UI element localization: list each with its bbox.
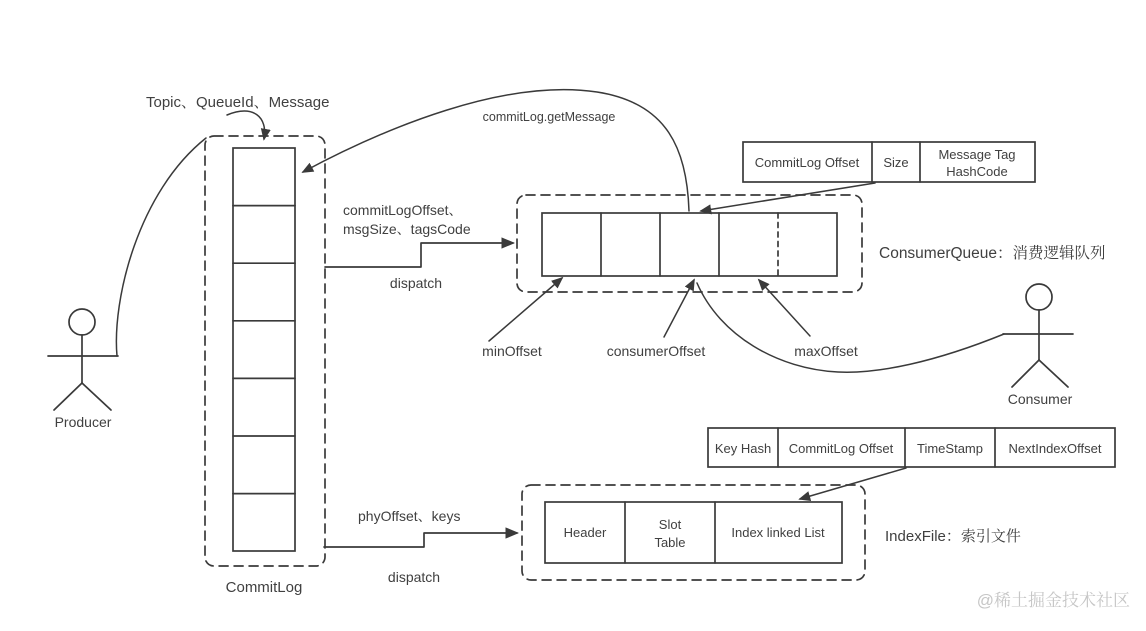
- producer-send-curve: [116, 138, 206, 356]
- cq-entry-col-tag-line2: HashCode: [946, 164, 1008, 179]
- max-offset-arrow: [759, 280, 810, 336]
- produce-arrow: [227, 111, 265, 139]
- if-entry-col-keyhash: Key Hash: [714, 441, 772, 456]
- cq-entry-col-commitlog-offset: CommitLog Offset: [754, 155, 860, 170]
- watermark-text: @稀土掘金技术社区: [976, 591, 1130, 610]
- consumer-left-leg: [1012, 360, 1039, 387]
- dispatch-indexfile-arrow: [324, 533, 517, 547]
- consumer-head-icon: [1026, 284, 1052, 310]
- indexfile-container: [522, 485, 1021, 580]
- consumerqueue-row: [542, 213, 837, 276]
- consumer-offset-arrow: [664, 280, 694, 337]
- commitlog-stack: [233, 148, 295, 551]
- consumerqueue-container: [517, 195, 1106, 292]
- consumerqueue-entry-table: [743, 142, 1035, 182]
- get-message-label: commitLog.getMessage: [482, 110, 616, 124]
- commitlog-container: [205, 136, 325, 596]
- cq-entry-col-tag-line1: Message Tag: [938, 147, 1016, 162]
- get-message-curve: [303, 90, 689, 211]
- if-entry-pointer-line: [800, 468, 906, 499]
- consumer-right-leg: [1039, 360, 1068, 387]
- producer-left-leg: [54, 383, 82, 410]
- produce-params-label: Topic、QueueId、Message: [146, 94, 330, 111]
- indexfile-section-header: Header: [563, 525, 607, 540]
- cq-entry-pointer-line: [701, 183, 875, 211]
- min-offset-arrow: [489, 278, 562, 341]
- commitlog-label: CommitLog: [225, 579, 303, 596]
- producer-head-icon: [69, 309, 95, 335]
- consumerqueue-title: ConsumerQueue：消费逻辑队列: [879, 245, 1106, 262]
- indexfile-section-index-list: Index linked List: [731, 525, 825, 540]
- dispatch-consumerqueue-arrow: [325, 243, 513, 267]
- cq-entry-col-size: Size: [883, 155, 909, 170]
- dispatch-cq-params-line2: msgSize、tagsCode: [343, 221, 471, 237]
- producer-right-leg: [82, 383, 111, 410]
- if-entry-col-timestamp: TimeStamp: [917, 441, 983, 456]
- producer-figure: [48, 309, 118, 430]
- consumer-figure: [1003, 284, 1073, 407]
- dispatch-cq-action-label: dispatch: [389, 275, 443, 291]
- if-entry-col-commitlog-offset: CommitLog Offset: [788, 441, 894, 456]
- max-offset-label: maxOffset: [794, 343, 858, 359]
- dispatch-index-action-label: dispatch: [387, 569, 441, 585]
- consumer-offset-label: consumerOffset: [606, 343, 706, 359]
- dispatch-cq-params-line1: commitLogOffset、: [343, 202, 463, 218]
- consumer-label: Consumer: [1007, 391, 1073, 407]
- min-offset-label: minOffset: [482, 343, 542, 359]
- dispatch-index-params: phyOffset、keys: [358, 508, 461, 524]
- indexfile-entry-table: [708, 428, 1115, 467]
- indexfile-title: IndexFile：索引文件: [885, 528, 1021, 545]
- if-entry-col-nextindexoffset: NextIndexOffset: [1008, 441, 1102, 456]
- indexfile-section-slot-line2: Table: [654, 535, 686, 550]
- indexfile-section-slot-line1: Slot: [658, 517, 682, 532]
- producer-label: Producer: [54, 414, 112, 430]
